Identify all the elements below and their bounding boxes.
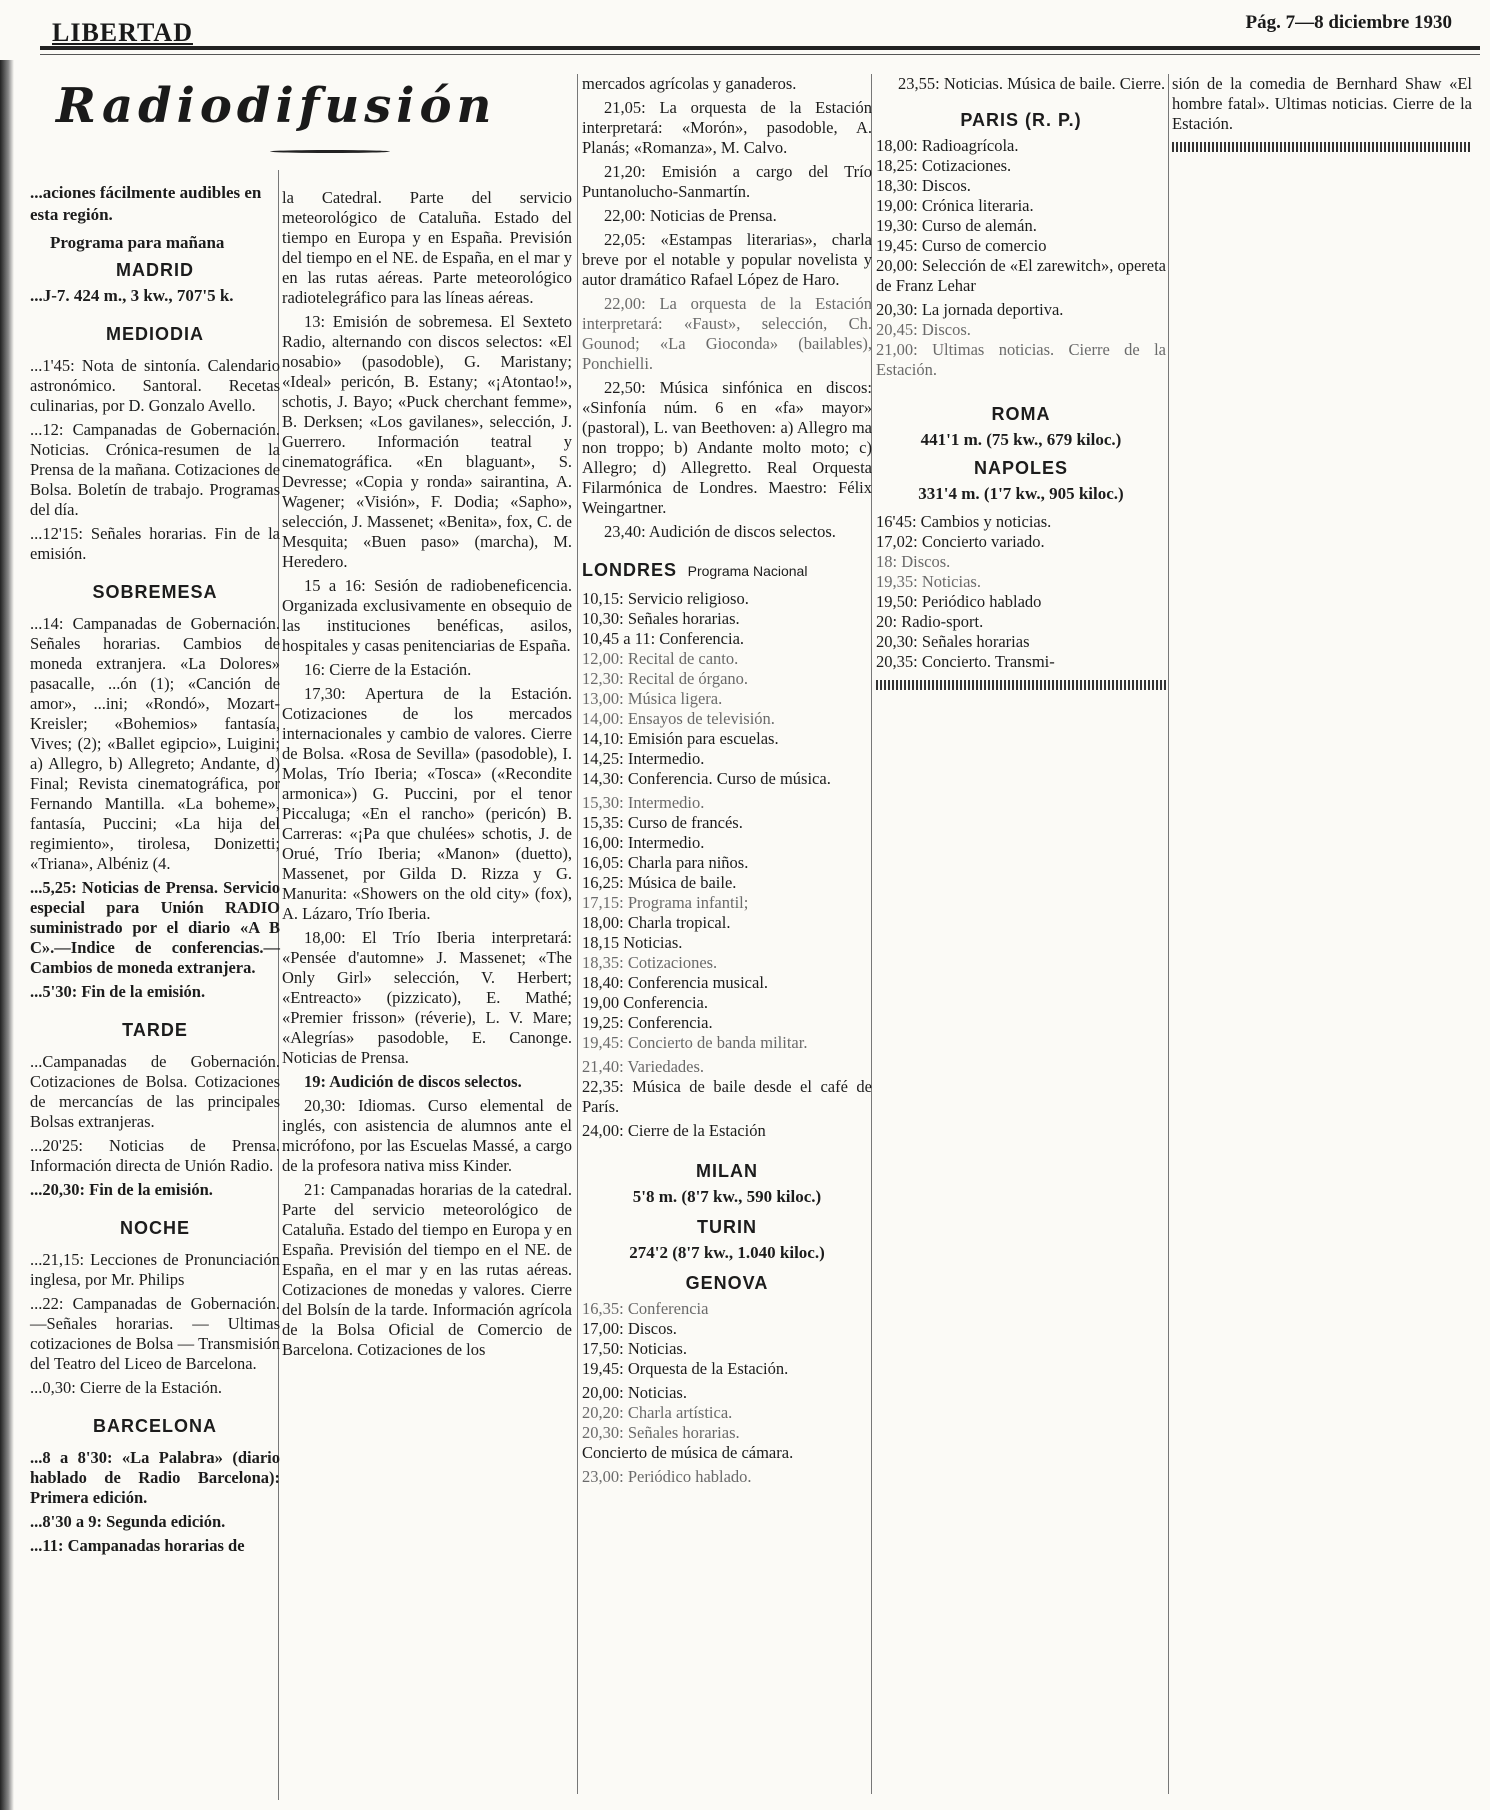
- program-item: 18,30: Discos.: [876, 176, 971, 195]
- program-item: ...5'30: Fin de la emisión.: [30, 982, 206, 1001]
- program-item: ...11: Campanadas horarias de: [30, 1536, 245, 1555]
- program-item: 17,02: Concierto variado.: [876, 532, 1045, 551]
- station-roma: ROMA: [991, 404, 1051, 424]
- program-item: 24,00: Cierre de la Estación: [582, 1121, 766, 1140]
- program-item: 19,00 Conferencia.: [582, 993, 708, 1012]
- program-item: 10,30: Señales horarias.: [582, 609, 740, 628]
- program-item: 18,40: Conferencia musical.: [582, 973, 769, 992]
- title-flourish: [270, 150, 390, 153]
- program-item: 20,30: Señales horarias: [876, 632, 1030, 651]
- program-item: 21,20: Emisión a cargo del Trío Puntanolucho-Sanmartín.: [582, 162, 872, 201]
- program-item: 23,55: Noticias. Música de baile. Cierre.: [898, 74, 1166, 93]
- program-item: 14,10: Emisión para escuelas.: [582, 729, 779, 748]
- station-londres: LONDRES: [582, 560, 678, 580]
- program-item: 12,00: Recital de canto.: [582, 649, 739, 668]
- program-item: 15,30: Intermedio.: [582, 793, 705, 812]
- program-item: 20,20: Charla artística.: [582, 1403, 733, 1422]
- header-rule: [40, 46, 1480, 50]
- program-item: 12,30: Recital de órgano.: [582, 669, 749, 688]
- program-item: 18: Discos.: [876, 552, 951, 571]
- program-item: 22,05: «Estampas literarias», charla breve por el notable y popular novelista y autor dramático Rafael López de Haro.: [582, 230, 872, 289]
- program-item: ...5,25: Noticias de Prensa. Servicio especial para Unión RADIO suministrado por el diario «A B C».—Indice de conferencias.—Cambios de moneda extranjera.: [30, 878, 280, 977]
- station-madrid: MADRID: [116, 260, 194, 280]
- program-item: 20: Radio-sport.: [876, 612, 984, 631]
- program-item: 13,00: Música ligera.: [582, 689, 723, 708]
- program-item: 20,45: Discos.: [876, 320, 971, 339]
- program-item: 16,35: Conferencia: [582, 1299, 709, 1318]
- londres-heading: [582, 560, 872, 581]
- program-item: mercados agrícolas y ganaderos.: [582, 74, 797, 93]
- milan-frequency: 5'8 m. (8'7 kw., 590 kiloc.): [632, 1187, 822, 1206]
- column-end-rule: [876, 680, 1166, 690]
- column-3: [582, 74, 872, 1487]
- turin-frequency: 274'2 (8'7 kw., 1.040 kiloc.): [629, 1243, 825, 1262]
- section-noche: NOCHE: [119, 1218, 190, 1238]
- program-item: Concierto de música de cámara.: [582, 1443, 794, 1462]
- program-item: 22,00: Noticias de Prensa.: [604, 206, 777, 225]
- masthead: LIBERTAD: [52, 18, 193, 47]
- program-item: 21,05: La orquesta de la Estación interpretará: «Morón», pasodoble, A. Planás; «Romanza», M. Calvo.: [582, 98, 872, 157]
- program-item: 19,45: Concierto de banda militar.: [582, 1033, 808, 1052]
- napoles-frequency: 331'4 m. (1'7 kw., 905 kiloc.): [918, 484, 1124, 503]
- column-separator: [577, 74, 578, 1794]
- program-item: 19,25: Conferencia.: [582, 1013, 713, 1032]
- section-sobremesa: SOBREMESA: [92, 582, 218, 602]
- program-item: 20,30: La jornada deportiva.: [876, 300, 1064, 319]
- program-item: 13: Emisión de sobremesa. El Sexteto Radio, alternando con discos selectos: «El nosabio» (pasodoble), G. Maristany; «Ideal» pericón, B. Estany; «¡Atontao!», schotis, J. Bayo; «Puck cherchant femme», B. Derksen; «Los gavilanes», selección, J. Guerrero. Información teatral y cinematográfica. «En blaguant», S. Devresse; «Copia y ronda» sairantina, A. Wagener; «Visión», F. Dodia; «Sapho», selección, J. Massenet; «Benita», fox, C. de Mesquita; «Buen paso» (marcha), M. Heredero.: [282, 312, 572, 571]
- program-item: 10,45 a 11: Conferencia.: [582, 629, 745, 648]
- program-item: 21,40: Variedades.: [582, 1057, 705, 1076]
- program-item: 17,00: Discos.: [582, 1319, 677, 1338]
- program-item: ...Campanadas de Gobernación. Cotizaciones de Bolsa. Cotizaciones de mercancías de las principales Bolsas extranjeras.: [30, 1052, 280, 1131]
- column-1: [30, 182, 280, 1560]
- program-item: ...0,30: Cierre de la Estación.: [30, 1378, 222, 1397]
- section-tarde: TARDE: [122, 1020, 188, 1040]
- program-item: ...12: Campanadas de Gobernación. Noticias. Crónica-resumen de la Prensa de la mañana. Cotizaciones de Bolsa. Boletín de trabajo. Programas del día.: [30, 420, 280, 519]
- program-item: ...8 a 8'30: «La Palabra» (diario hablado de Radio Barcelona): Primera edición.: [30, 1448, 280, 1507]
- program-item: sión de la comedia de Bernhard Shaw «El hombre fatal». Ultimas noticias. Cierre de la Estación.: [1172, 74, 1472, 133]
- program-item: 18,25: Cotizaciones.: [876, 156, 1012, 175]
- page-info: Pág. 7—8 diciembre 1930: [1245, 12, 1452, 33]
- londres-subtitle: Programa Nacional: [687, 563, 808, 579]
- program-item: 14,30: Conferencia. Curso de música.: [582, 769, 831, 788]
- program-item: ...1'45: Nota de sintonía. Calendario astronómico. Santoral. Recetas culinarias, por D. Gonzalo Avello.: [30, 356, 280, 415]
- scan-edge-shadow: [0, 60, 14, 1810]
- program-item: 21: Campanadas horarias de la catedral. Parte del servicio meteorológico de Cataluña. Estado del tiempo en Europa y en España. Previsión del tiempo en el NE. de España, en el mar y en las rutas aéreas. Cotizaciones de monedas y valores. Cierre del Bolsín de la tarde. Información agrícola de la Bolsa Oficial de Comercio de Barcelona. Cotizaciones de los: [282, 1180, 572, 1359]
- madrid-frequency: ...J-7. 424 m., 3 kw., 707'5 k.: [30, 286, 234, 305]
- program-item: ...22: Campanadas de Gobernación. —Señales horarias. — Ultimas cotizaciones de Bolsa — Transmisión del Teatro del Liceo de Barcelona.: [30, 1294, 280, 1373]
- program-item: 19,45: Orquesta de la Estación.: [582, 1359, 789, 1378]
- column-5: [1172, 74, 1472, 160]
- program-item: 23,00: Periódico hablado.: [582, 1467, 752, 1486]
- program-item: 18,00: Charla tropical.: [582, 913, 731, 932]
- station-milan: MILAN: [696, 1161, 758, 1181]
- program-item: 14,00: Ensayos de televisión.: [582, 709, 775, 728]
- program-item: 14,25: Intermedio.: [582, 749, 705, 768]
- program-item: 17,30: Apertura de la Estación. Cotizaciones de los mercados internacionales y cambio de valores. Cierre de Bolsa. «Rosa de Sevilla» (pasodoble), I. Molas, Trío Iberia; «Tosca» («Recondite armonica») G. Puccini, por el tenor Piccaluga; «En el rancho» (pericón) B. Carreras: «¡Pa que chulées» schotis, J. de Orué, Trío Iberia; «Manon» (duetto), Massenet, por Gilda D. Rizza y G. Manurita: «Showers on the old city» (fox), A. Lázaro, Trío Iberia.: [282, 684, 572, 923]
- program-item: ...12'15: Señales horarias. Fin de la emisión.: [30, 524, 280, 563]
- program-item: 19: Audición de discos selectos.: [304, 1072, 522, 1091]
- program-item: 20,30: Señales horarias.: [582, 1423, 740, 1442]
- program-item: 17,50: Noticias.: [582, 1339, 687, 1358]
- station-genova: GENOVA: [685, 1273, 769, 1293]
- program-item: 16,00: Intermedio.: [582, 833, 705, 852]
- program-item: 19,00: Crónica literaria.: [876, 196, 1034, 215]
- section-barcelona: BARCELONA: [93, 1416, 217, 1436]
- program-item: 20,35: Concierto. Transmi-: [876, 652, 1055, 671]
- station-paris: PARIS (R. P.): [960, 110, 1082, 130]
- program-item: 19,45: Curso de comercio: [876, 236, 1047, 255]
- column-separator: [1168, 74, 1169, 1794]
- program-item: 15 a 16: Sesión de radiobeneficencia. Organizada exclusivamente en obsequio de las instituciones benéficas, asilos, hospitales y casas penitenciarias de España.: [282, 576, 572, 655]
- page-header: [40, 6, 1480, 50]
- program-item: 22,50: Música sinfónica en discos: «Sinfonía núm. 6 en «fa» mayor» (pastoral), L. van Beethoven: a) Allegro ma non troppo; b) Andante molto moto; c) Allegro; d) Allegretto. Real Orquesta Filarmónica de Londres. Maestro: Félix Weingartner.: [582, 378, 872, 517]
- station-turin: TURIN: [697, 1217, 757, 1237]
- program-item: la Catedral. Parte del servicio meteorológico de Cataluña. Estado del tiempo en Europa y en España. Previsión del tiempo en el NE. de España, en el mar y en las rutas aéreas. Parte meteorológico radiotelegráfico para las líneas aéreas.: [282, 188, 572, 307]
- program-item: 16,25: Música de baile.: [582, 873, 737, 892]
- page-title: Radiodifusión: [56, 78, 497, 134]
- intro-line: ...aciones fácilmente audibles en esta región.: [30, 183, 262, 224]
- program-item: 20,00: Noticias.: [582, 1383, 687, 1402]
- column-2: [282, 188, 572, 1364]
- program-item: 19,30: Curso de alemán.: [876, 216, 1037, 235]
- program-item: 16: Cierre de la Estación.: [304, 660, 472, 679]
- program-item: ...8'30 a 9: Segunda edición.: [30, 1512, 226, 1531]
- program-item: ...14: Campanadas de Gobernación. Señales horarias. Cambios de moneda extranjera. «La Dolores» pasacalle, ...ón (1); «Canción de amor», ...ini; «Rondó», Mozart-Kreisler; «Bohemios» fantasía, Vives; (2); «Ballet egipcio», Luigini; a) Allegro, b) Allegreto; Andante, d) Final; Revista cinematográfica, por Fernando Mantilla. «La boheme», fantasía, Puccini; «La hija del regimiento», tirolesa, Donizetti; «Triana», Albéniz (4.: [30, 614, 280, 873]
- program-item: 16,05: Charla para niños.: [582, 853, 749, 872]
- program-item: 18,00: Radioagrícola.: [876, 136, 1019, 155]
- program-item: 18,35: Cotizaciones.: [582, 953, 718, 972]
- program-item: 22,35: Música de baile desde el café de París.: [582, 1077, 872, 1116]
- header-rule-thin: [40, 54, 1480, 55]
- program-item: 16'45: Cambios y noticias.: [876, 512, 1052, 531]
- column-end-rule: [1172, 142, 1472, 152]
- program-item: 10,15: Servicio religioso.: [582, 589, 749, 608]
- program-item: 23,40: Audición de discos selectos.: [604, 522, 836, 541]
- program-item: 20,30: Idiomas. Curso elemental de inglés, con asistencia de alumnos ante el micrófono, por las Escuelas Massé, a cargo de la profesora nativa miss Kinder.: [282, 1096, 572, 1175]
- intro-line: Programa para mañana: [50, 233, 225, 252]
- program-item: 19,35: Noticias.: [876, 572, 981, 591]
- program-item: 20,00: Selección de «El zarewitch», opereta de Franz Lehar: [876, 256, 1167, 295]
- program-item: ...21,15: Lecciones de Pronunciación inglesa, por Mr. Philips: [30, 1250, 280, 1289]
- program-item: 15,35: Curso de francés.: [582, 813, 743, 832]
- program-item: 18,00: El Trío Iberia interpretará: «Pensée d'automne» J. Massenet; «The Only Girl» selección, V. Herbert; «Entreacto» (pizzicato), E. Mathé; «Premier frisson» (réverie), L. V. Mare; «Alegrías» pasodoble, E. Canonge. Noticias de Prensa.: [282, 928, 572, 1067]
- program-item: ...20,30: Fin de la emisión.: [30, 1180, 213, 1199]
- program-item: 19,50: Periódico hablado: [876, 592, 1042, 611]
- program-item: 22,00: La orquesta de la Estación interpretará: «Faust», selección, Ch. Gounod; «La Gioconda» (bailables), Ponchielli.: [582, 294, 872, 373]
- program-item: 21,00: Ultimas noticias. Cierre de la Estación.: [876, 340, 1166, 379]
- section-mediodia: MEDIODIA: [106, 324, 204, 344]
- program-item: 18,15 Noticias.: [582, 933, 683, 952]
- program-item: 17,15: Programa infantil;: [582, 893, 749, 912]
- column-4: [876, 74, 1166, 698]
- roma-frequency: 441'1 m. (75 kw., 679 kiloc.): [920, 430, 1122, 449]
- program-item: ...20'25: Noticias de Prensa. Información directa de Unión Radio.: [30, 1136, 280, 1175]
- station-napoles: NAPOLES: [973, 458, 1068, 478]
